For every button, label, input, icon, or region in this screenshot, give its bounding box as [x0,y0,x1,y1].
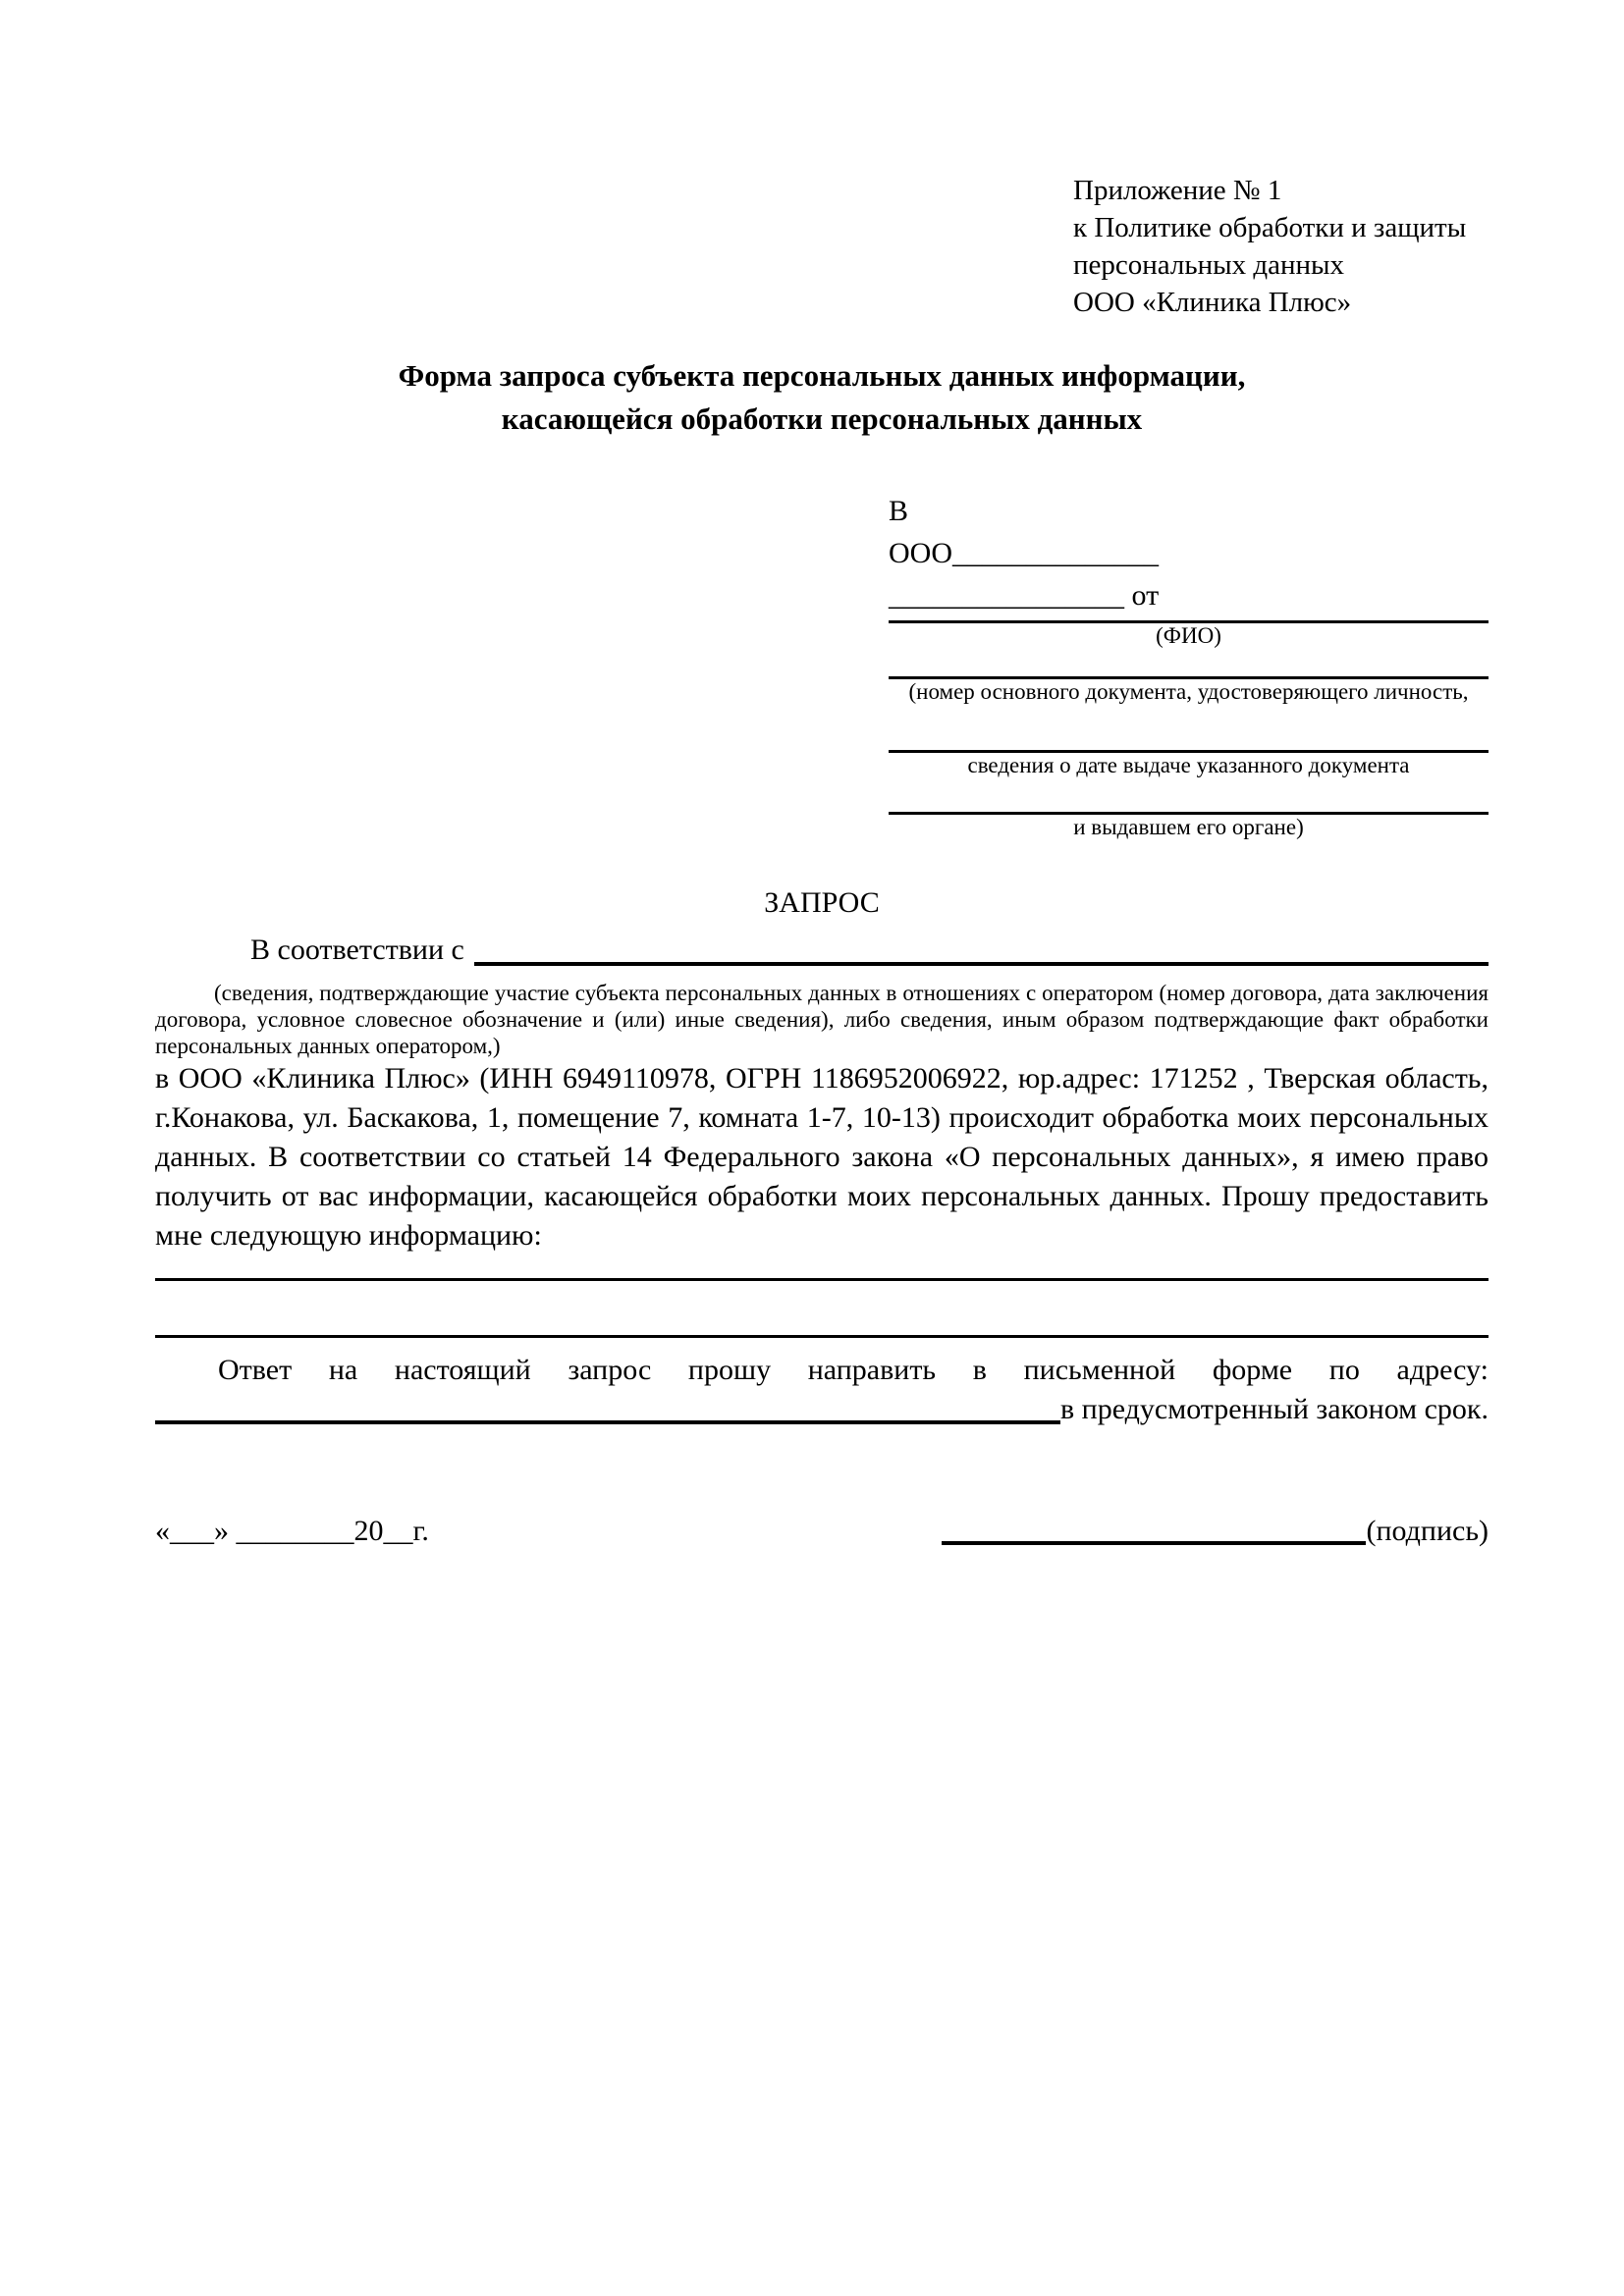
signature-caption: (подпись) [1366,1515,1489,1547]
appendix-line-3: персональных данных [1073,249,1345,281]
request-body-paragraph: в ООО «Клиника Плюс» (ИНН 6949110978, ОГРН 1186952006922, юр.адрес: 171252 , Тверская область, г.Конакова, ул. Баскакова, 1, помещение 7, комната 1-7, 10-13) происходит обработка моих персональных данных. В соответствии со статьей 14 Федерального закона «О персональных данных», я имею право получить от вас информации, касающейся обработки моих персональных данных. Прошу предоставить мне следующую информацию: [155,1062,1489,1252]
page-title [155,354,1489,441]
fio-blank-line [889,616,1489,623]
fio-caption: (ФИО) [1156,623,1221,648]
addressee-to: В [889,495,909,527]
response-address-sentence: Ответ на настоящий запрос прошу направить в письменной форме по адресу: [218,1354,1489,1386]
answer-blank-line-2 [155,1281,1489,1338]
doc-number-blank-line [889,649,1489,679]
appendix-line-1: Приложение № 1 [1073,175,1282,206]
addressee-block [889,490,1489,840]
answer-blank-line-1 [155,1255,1489,1281]
doc-number-caption: (номер основного документа, удостоверяющего личность, [908,679,1469,704]
request-basis-blank-line [474,931,1489,966]
appendix-line-4: ООО «Клиника Плюс» [1073,287,1352,318]
doc-issuer-caption: и выдавшем его органе) [1073,815,1304,839]
response-address-line [155,1390,1489,1429]
page-title-line-2: касающейся обработки персональных данных [501,401,1143,436]
request-intro-line [155,931,1489,970]
appendix-block [1073,172,1489,321]
date-blank: «___» ________20__г. [155,1515,429,1547]
page-title-line-1: Форма запроса субъекта персональных данных информации, [398,358,1246,393]
request-heading: ЗАПРОС [764,886,880,919]
appendix-line-2: к Политике обработки и защиты [1073,212,1467,243]
doc-issuer-blank-line [889,778,1489,815]
addressee-from-blank: ________________ от [889,579,1160,612]
doc-date-blank-line [889,705,1489,753]
request-intro-prefix: В соответствии с [250,934,464,966]
date-signature-row [155,1512,1489,1551]
address-blank-line [155,1390,1060,1424]
doc-date-caption: сведения о дате выдаче указанного документа [967,753,1410,777]
signature-blank-line [942,1541,1366,1545]
signature-area [942,1512,1489,1551]
fine-print-note: (сведения, подтверждающие участие субъекта персональных данных в отношениях с оператором (номер договора, дата заключения договора, условное словесное обозначение и (или) иные сведения), либо сведения, иным образом подтверждающие факт обработки персональных данных оператором,) [155,981,1489,1058]
addressee-org-blank: ООО______________ [889,537,1159,569]
response-suffix: в предусмотренный законом срок. [1060,1393,1489,1425]
